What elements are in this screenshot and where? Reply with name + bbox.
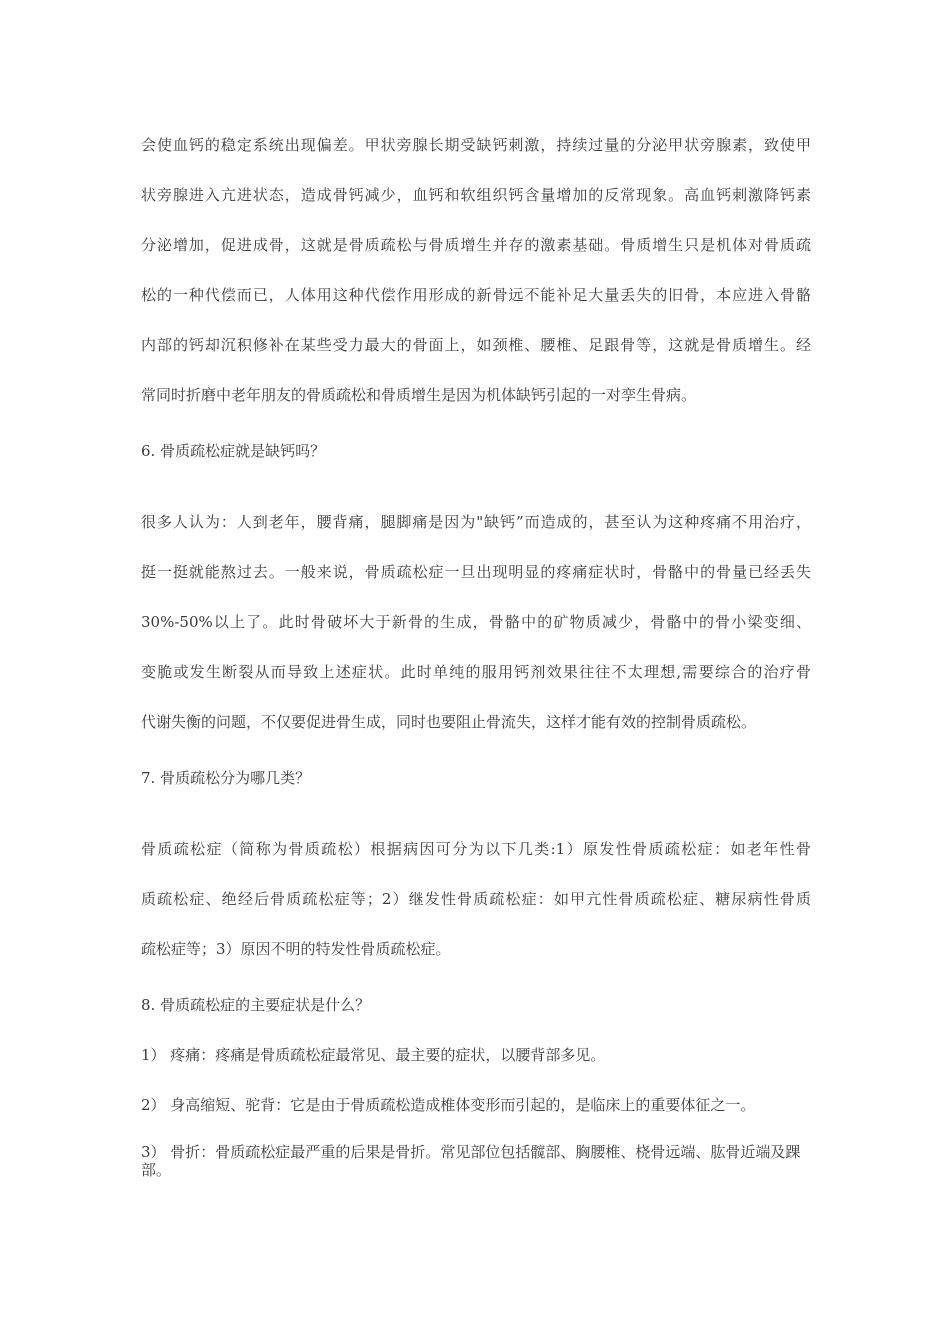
paragraph-line: 变脆或发生断裂从而导致上述症状。此时单纯的服用钙剂效果往往不太理想,需要综合的治疗骨: [141, 663, 811, 681]
paragraph-line: 分泌增加，促进成骨，这就是骨质疏松与骨质增生并存的激素基础。骨质增生只是机体对骨质疏: [141, 236, 811, 254]
list-item: 3） 骨折：骨质疏松症最严重的后果是骨折。常见部位包括髋部、胸腰椎、桡骨远端、肱骨近端及踝部。: [141, 1143, 801, 1179]
paragraph-line: 很多人认为：人到老年，腰背痛，腿脚痛是因为"缺钙”而造成的，甚至认为这种疼痛不用治疗，: [141, 513, 811, 531]
paragraph-line: 会使血钙的稳定系统出现偏差。甲状旁腺长期受缺钙刺激，持续过量的分泌甲状旁腺素，致使甲: [141, 136, 811, 154]
paragraph-line: 骨质疏松症（简称为骨质疏松）根据病因可分为以下几类:1）原发性骨质疏松症：如老年性骨: [141, 840, 811, 858]
paragraph-line: 30%-50%以上了。此时骨破坏大于新骨的生成，骨骼中的矿物质减少，骨骼中的骨小梁变细、: [141, 613, 811, 631]
paragraph-line: 常同时折磨中老年朋友的骨质疏松和骨质增生是因为机体缺钙引起的一对孪生骨病。: [141, 386, 697, 404]
list-item: 1） 疼痛：疼痛是骨质疏松症最常见、最主要的症状，以腰背部多见。: [141, 1046, 606, 1064]
section-heading-q8: 8. 骨质疏松症的主要症状是什么？: [141, 996, 371, 1014]
paragraph-line: 疏松症等；3）原因不明的特发性骨质疏松症。: [141, 940, 451, 958]
section-heading-q7: 7. 骨质疏松分为哪几类？: [141, 769, 311, 787]
paragraph-line: 状旁腺进入亢进状态，造成骨钙减少，血钙和软组织钙含量增加的反常现象。高血钙刺激降钙素: [141, 186, 811, 204]
paragraph-line: 松的一种代偿而已，人体用这种代偿作用形成的新骨远不能补足大量丢失的旧骨，本应进入骨骼: [141, 286, 811, 304]
section-heading-q6: 6. 骨质疏松症就是缺钙吗？: [141, 442, 326, 460]
list-item: 2） 身高缩短、驼背：它是由于骨质疏松造成椎体变形而引起的，是临床上的重要体征之一。: [141, 1096, 756, 1114]
paragraph-line: 挺一挺就能熬过去。一般来说，骨质疏松症一旦出现明显的疼痛症状时，骨骼中的骨量已经丢失: [141, 563, 811, 581]
paragraph-line: 质疏松症、绝经后骨质疏松症等；2）继发性骨质疏松症：如甲亢性骨质疏松症、糖尿病性骨质: [141, 890, 811, 908]
paragraph-line: 代谢失衡的问题，不仅要促进骨生成，同时也要阻止骨流失，这样才能有效的控制骨质疏松。: [141, 713, 757, 731]
paragraph-line: 内部的钙却沉积修补在某些受力最大的骨面上，如颈椎、腰椎、足跟骨等，这就是骨质增生。经: [141, 336, 811, 354]
